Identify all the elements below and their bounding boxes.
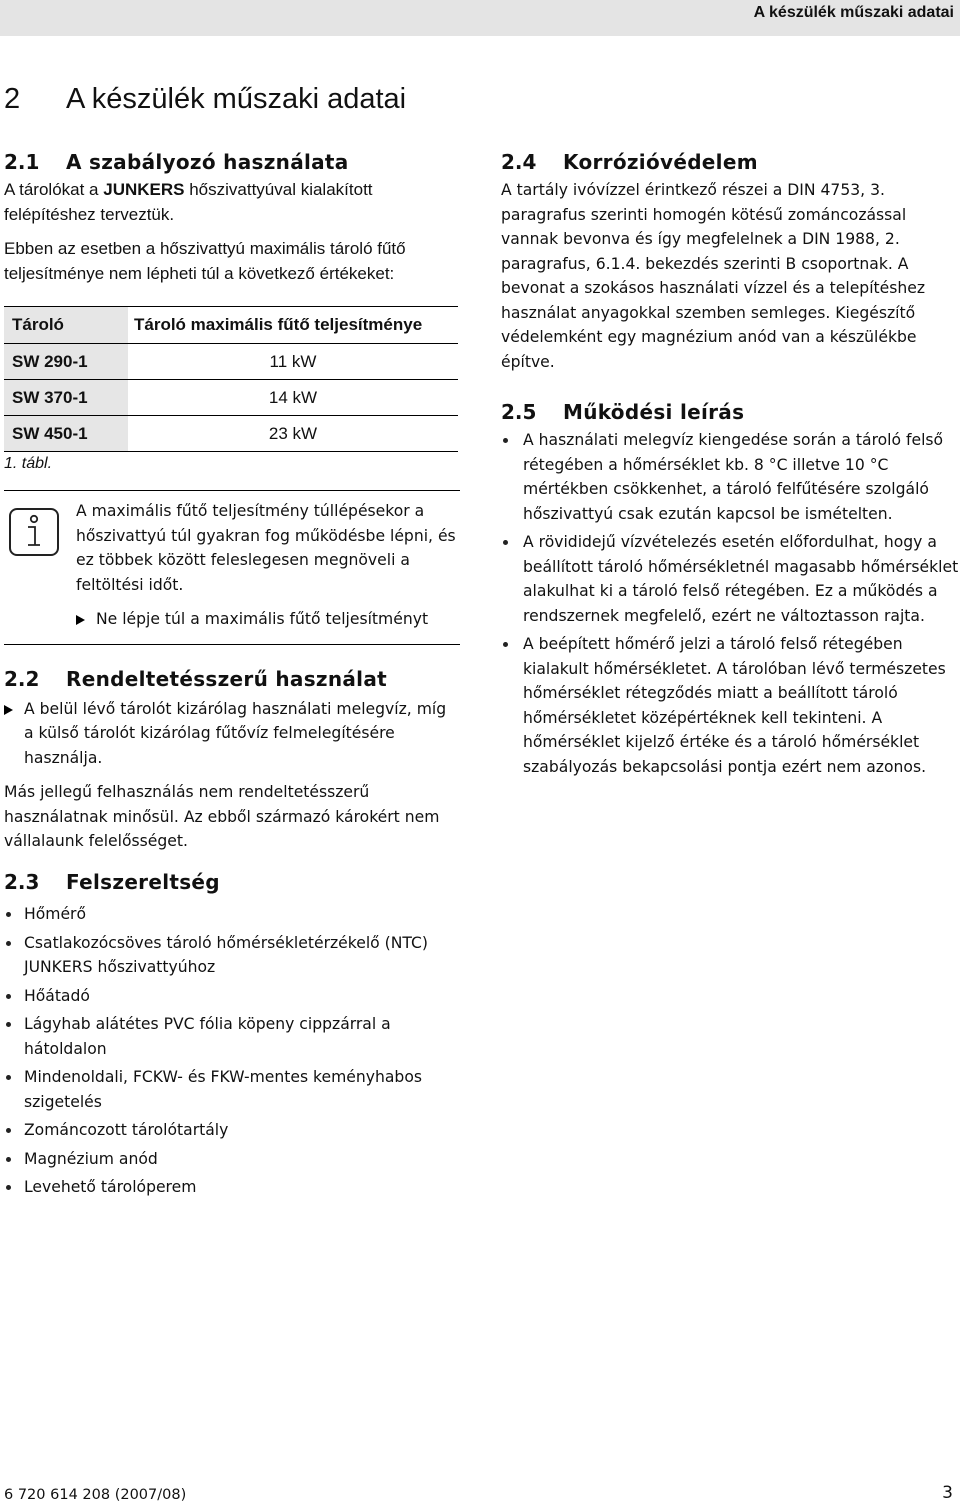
section-2-1-number: 2.1 bbox=[4, 150, 40, 174]
list-item-text: Hőátadó bbox=[24, 986, 90, 1005]
section-2-2-title: Rendeltetésszerű használat bbox=[66, 666, 387, 691]
table-header-row bbox=[4, 307, 458, 344]
section-2-2-heading bbox=[4, 663, 460, 695]
table-row bbox=[4, 380, 458, 416]
section-2-4-title: Korrózióvédelem bbox=[563, 150, 758, 174]
section-2-1-title: A szabályozó használata bbox=[66, 150, 349, 174]
list-item bbox=[501, 428, 960, 526]
info-notice bbox=[4, 490, 460, 645]
section-2-3-number: 2.3 bbox=[4, 870, 40, 894]
p1-pre: A tárolókat a bbox=[4, 180, 104, 199]
running-header bbox=[0, 0, 960, 36]
list-item bbox=[4, 1175, 460, 1200]
list-item-text: A rövididejű vízvételezés esetén előfordulhat, hogy a beállított tároló hőmérsékletnél magasabb hőmérséklet alakulhat ki a tároló felső rétegében. Ez a működés a rendszernek megfelelő, ezért ne változtasson rajta. bbox=[523, 533, 959, 625]
section-2-4-paragraph: A tartály ivóvízzel érintkező részei a DIN 4753, 3. paragrafus szerinti homogén kötésű zománcozással vannak bevonva és így megfelelnek a DIN 1988, 2. paragrafus, 6.1.4. bekezdés szerinti B csoportnak. A bevonat a szokásos használati vízzel és a telepítéshez használat anyagokkal szemben semleges. Kiegészítő védelemként egy magnézium anód van a készülékbe építve. bbox=[501, 181, 926, 371]
list-item-text: A használati melegvíz kiengedése során a tároló felső rétegében a hőmérséklet kb. 8 °C illetve 10 °C mértékben csökkenhet, a tároló felfűtésére szolgáló hőszivattyú csak ezután kapcsol be ismételten. bbox=[523, 431, 944, 523]
running-header-title: A készülék műszaki adatai bbox=[753, 4, 954, 21]
list-item-text: Hőmérő bbox=[24, 905, 87, 923]
list-item bbox=[4, 1118, 460, 1143]
section-2-5 bbox=[501, 396, 960, 779]
left-column-lower bbox=[4, 866, 460, 1200]
section-2-5-number: 2.5 bbox=[501, 400, 537, 424]
left-column bbox=[4, 146, 460, 854]
p1-post: hőszivattyúval kialakított felépítéshez terveztük. bbox=[4, 180, 373, 224]
equipment-list bbox=[4, 902, 460, 1200]
table-row bbox=[4, 344, 458, 380]
section-2-1-paragraph-1 bbox=[4, 178, 460, 227]
list-item bbox=[501, 530, 960, 628]
list-item bbox=[4, 984, 460, 1009]
footer-doc-number: 6 720 614 208 (2007/08) bbox=[4, 1487, 187, 1503]
bullet-icon bbox=[6, 1075, 11, 1080]
brand-name: JUNKERS bbox=[103, 180, 185, 199]
list-item-text: Lágyhab alátétes PVC fólia köpeny cippzárral a hátoldalon bbox=[24, 1015, 391, 1058]
table-header-model: Tároló bbox=[4, 307, 128, 344]
list-item bbox=[4, 1065, 460, 1114]
bullet-icon bbox=[6, 1022, 11, 1027]
section-2-1-paragraph-2: Ebben az esetben a hőszivattyú maximális tároló fűtő teljesítménye nem lépheti túl a következő értékeket: bbox=[4, 239, 406, 283]
list-item bbox=[4, 1012, 460, 1061]
table-header-power: Tároló maximális fűtő teljesítménye bbox=[128, 307, 458, 344]
section-2-1 bbox=[4, 146, 460, 645]
section-2-5-title: Működési leírás bbox=[563, 400, 745, 424]
table-caption: 1. tábl. bbox=[4, 455, 53, 472]
section-2-4-number: 2.4 bbox=[501, 150, 537, 174]
section-2-2-paragraph: Más jellegű felhasználás nem rendeltetésszerű használatnak minősül. Az ebből származó károkért nem vállalaunk felelősséget. bbox=[4, 783, 440, 850]
notice-text: A maximális fűtő teljesítmény túllépésekor a hőszivattyú túl gyakran fog működésbe lépni, és ez többek között feleslegesen megnöveli a feltöltési időt. bbox=[76, 502, 456, 594]
section-2-4 bbox=[501, 146, 960, 374]
bullet-icon bbox=[6, 1185, 11, 1190]
notice-action bbox=[76, 607, 460, 632]
list-item-text: Zománcozott tárolótartály bbox=[24, 1121, 229, 1139]
list-item-text: Mindenoldali, FCKW- és FKW-mentes keményhabos szigetelés bbox=[24, 1068, 422, 1111]
page-title bbox=[4, 80, 406, 118]
section-2-2-number: 2.2 bbox=[4, 666, 40, 691]
list-item bbox=[4, 1147, 460, 1172]
list-item-text: Levehető tárolóperem bbox=[24, 1178, 197, 1196]
page-title-text: A készülék műszaki adatai bbox=[66, 83, 407, 115]
bullet-icon bbox=[6, 1157, 11, 1162]
list-item-text: A beépített hőmérő jelzi a tároló felső rétegében kialakult hőmérsékletet. A tárolóban lévő természetes hőmérséklet rétegződés miatt a beállított tároló hőmérsékletet középértéknek kell tekinteni. A hőmérséklet kijelző értéke és a tároló hőmérséklet szabályozás bekapcsolási pontja ezért nem azonos. bbox=[523, 635, 946, 776]
footer-page-number: 3 bbox=[942, 1483, 953, 1503]
table-row bbox=[4, 416, 458, 452]
table-cell-power: 23 kW bbox=[128, 416, 458, 452]
bullet-icon bbox=[6, 1128, 11, 1133]
max-power-table bbox=[4, 306, 458, 452]
list-item-text: Csatlakozócsöves tároló hőmérsékletérzékelő (NTC) JUNKERS hőszivattyúhoz bbox=[24, 933, 428, 976]
list-item bbox=[4, 902, 460, 927]
section-2-5-heading bbox=[501, 396, 960, 428]
info-icon bbox=[8, 505, 60, 557]
table-cell-power: 11 kW bbox=[128, 344, 458, 380]
list-item-text: Magnézium anód bbox=[24, 1149, 158, 1168]
table-cell-model: SW 370-1 bbox=[4, 380, 128, 416]
bullet-icon bbox=[503, 438, 508, 443]
bullet-icon bbox=[6, 912, 11, 917]
list-item bbox=[501, 632, 960, 779]
section-2-3-heading bbox=[4, 866, 460, 898]
function-list bbox=[501, 428, 960, 779]
section-2-2-action-text: A belül lévő tárolót kizárólag használati melegvíz, míg a külső tárolót kizárólag fűtővíz felmelegítésére használja. bbox=[24, 699, 447, 767]
arrow-icon bbox=[4, 705, 13, 715]
list-item bbox=[4, 931, 460, 980]
bullet-icon bbox=[503, 642, 508, 647]
section-2-3-title: Felszereltség bbox=[66, 870, 220, 894]
section-2-4-heading bbox=[501, 146, 960, 178]
arrow-icon bbox=[76, 615, 85, 625]
bullet-icon bbox=[6, 941, 11, 946]
notice-action-text: Ne lépje túl a maximális fűtő teljesítményt bbox=[96, 610, 429, 628]
bullet-icon bbox=[503, 540, 508, 545]
page-title-number: 2 bbox=[4, 83, 21, 115]
table-cell-model: SW 290-1 bbox=[4, 344, 128, 380]
section-2-3 bbox=[4, 866, 460, 1200]
section-2-2 bbox=[4, 663, 460, 854]
right-column bbox=[501, 146, 960, 779]
section-2-1-heading bbox=[4, 146, 460, 178]
table-cell-power: 14 kW bbox=[128, 380, 458, 416]
table-cell-model: SW 450-1 bbox=[4, 416, 128, 452]
section-2-2-action bbox=[4, 697, 460, 771]
bullet-icon bbox=[6, 994, 11, 999]
